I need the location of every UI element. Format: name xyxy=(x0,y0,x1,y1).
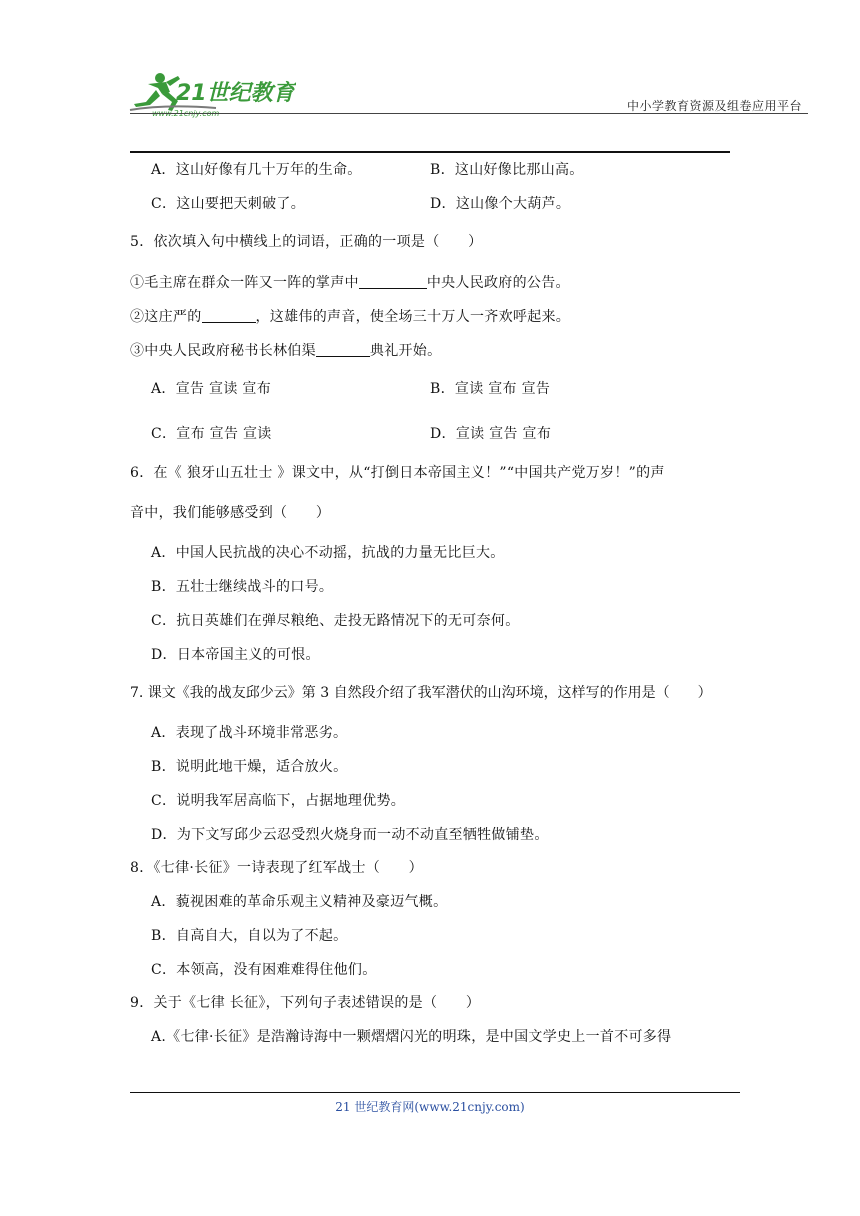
q4-option-a: A．这山好像有几十万年的生命。 xyxy=(151,162,362,178)
fill-blank xyxy=(316,342,370,357)
q5-s2-post: ，这雄伟的声音，使全场三十万人一齐欢呼起来。 xyxy=(255,309,571,325)
q6-stem-line-2: 音中，我们能够感受到（ ） xyxy=(130,505,331,521)
footer-rule xyxy=(130,1092,740,1093)
q5-option-b: B．宣读 宣布 宣告 xyxy=(430,381,551,397)
q5-option-d: D．宣读 宣告 宣布 xyxy=(430,426,552,442)
q5-option-c: C．宣布 宣告 宣读 xyxy=(151,426,272,442)
q8-option-a: A．藐视困难的革命乐观主义精神及豪迈气概。 xyxy=(151,894,448,910)
content-top-rule xyxy=(130,151,730,153)
q9-stem: 9．关于《七律 长征》，下列句子表述错误的是（ ） xyxy=(130,995,481,1011)
q6-option-a: A．中国人民抗战的决心不动摇，抗战的力量无比巨大。 xyxy=(151,545,505,561)
footer-link[interactable]: 21 世纪教育网(www.21cnjy.com) xyxy=(335,1100,525,1114)
q5-stem: 5．依次填入句中横线上的词语，正确的一项是（ ） xyxy=(130,234,483,250)
q5-s1-post: 中央人民政府的公告。 xyxy=(426,275,570,291)
q5-option-a: A．宣告 宣读 宣布 xyxy=(151,381,272,397)
q8-option-c: C．本领高，没有困难难得住他们。 xyxy=(151,962,377,978)
q7-option-d: D．为下文写邱少云忍受烈火烧身而一动不动直至牺牲做铺垫。 xyxy=(151,827,549,843)
header-tagline: 中小学教育资源及组卷应用平台 xyxy=(626,99,802,113)
q7-option-c: C．说明我军居高临下，占据地理优势。 xyxy=(151,793,406,809)
q8-option-b: B．自高自大，自以为了不起。 xyxy=(151,928,348,944)
q6-stem-line-1: 6．在《 狼牙山五壮士 》课文中，从“打倒日本帝国主义！”“中国共产党万岁！”的声 xyxy=(130,465,665,481)
q6-option-d: D．日本帝国主义的可恨。 xyxy=(151,647,320,663)
q6-option-c: C．抗日英雄们在弹尽粮绝、走投无路情况下的无可奈何。 xyxy=(151,613,520,629)
q8-stem: 8．《七律·长征》一诗表现了红军战士（ ） xyxy=(130,860,423,876)
q4-option-d: D．这山像个大葫芦。 xyxy=(430,196,571,212)
header-rule xyxy=(130,113,808,114)
q5-sentence-2 xyxy=(130,307,570,327)
q4-option-c: C．这山要把天刺破了。 xyxy=(151,196,306,212)
q5-sentence-3 xyxy=(130,341,441,361)
q9-option-a: A.《七律·长征》是浩瀚诗海中一颗熠熠闪光的明珠，是中国文学史上一首不可多得 xyxy=(151,1029,672,1045)
fill-blank xyxy=(359,274,427,289)
q5-s1-pre: ①毛主席在群众一阵又一阵的掌声中 xyxy=(130,275,359,291)
q5-s3-pre: ③中央人民政府秘书长林伯渠 xyxy=(130,343,316,359)
q4-option-b: B．这山好像比那山高。 xyxy=(430,162,584,178)
fill-blank xyxy=(202,308,256,323)
q6-option-b: B．五壮士继续战斗的口号。 xyxy=(151,579,334,595)
q7-option-a: A．表现了战斗环境非常恶劣。 xyxy=(151,725,348,741)
q5-sentence-1 xyxy=(130,273,570,293)
q5-s2-pre: ②这庄严的 xyxy=(130,309,202,325)
logo-text: 21世纪教育 xyxy=(176,81,295,106)
q7-option-b: B．说明此地干燥，适合放火。 xyxy=(151,759,348,775)
q5-s3-post: 典礼开始。 xyxy=(369,343,442,359)
q7-stem: 7. 课文《我的战友邱少云》第 3 自然段介绍了我军潜伏的山沟环境，这样写的作用是（ ） xyxy=(130,685,712,701)
page-header xyxy=(0,0,860,160)
